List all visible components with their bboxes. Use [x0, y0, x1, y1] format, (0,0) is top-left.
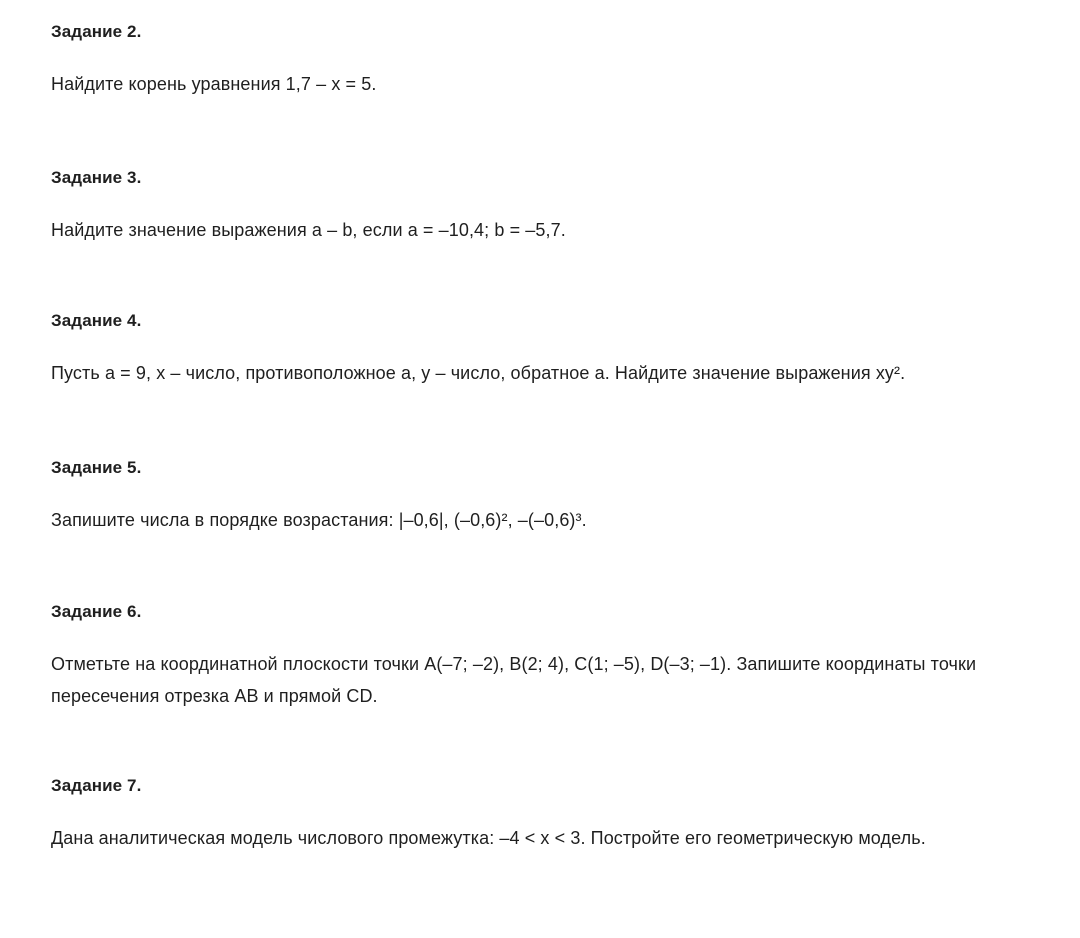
task-5	[51, 458, 1071, 536]
task-3	[51, 168, 1071, 246]
task-7-title: Задание 7.	[51, 776, 142, 795]
task-6	[51, 602, 1071, 712]
task-4	[51, 311, 1071, 389]
task-3-title: Задание 3.	[51, 168, 142, 187]
task-7-text: Дана аналитическая модель числового промежутка: –4 < x < 3. Постройте его геометрическую модель.	[51, 828, 926, 848]
task-6-title: Задание 6.	[51, 602, 142, 621]
task-5-title: Задание 5.	[51, 458, 142, 477]
task-2-text: Найдите корень уравнения 1,7 – x = 5.	[51, 74, 377, 94]
task-4-text: Пусть a = 9, x – число, противоположное a, y – число, обратное a. Найдите значение выражения xy².	[51, 363, 906, 383]
task-4-title: Задание 4.	[51, 311, 142, 330]
task-2	[51, 22, 1071, 100]
task-7	[51, 776, 1071, 854]
task-2-title: Задание 2.	[51, 22, 142, 41]
task-5-text: Запишите числа в порядке возрастания: |–0,6|, (–0,6)², –(–0,6)³.	[51, 510, 587, 530]
task-6-text: Отметьте на координатной плоскости точки A(–7; –2), B(2; 4), C(1; –5), D(–3; –1). Запишите координаты точки пересечения отрезка AB и прямой CD.	[51, 654, 977, 706]
task-3-text: Найдите значение выражения a – b, если a = –10,4; b = –5,7.	[51, 220, 566, 240]
